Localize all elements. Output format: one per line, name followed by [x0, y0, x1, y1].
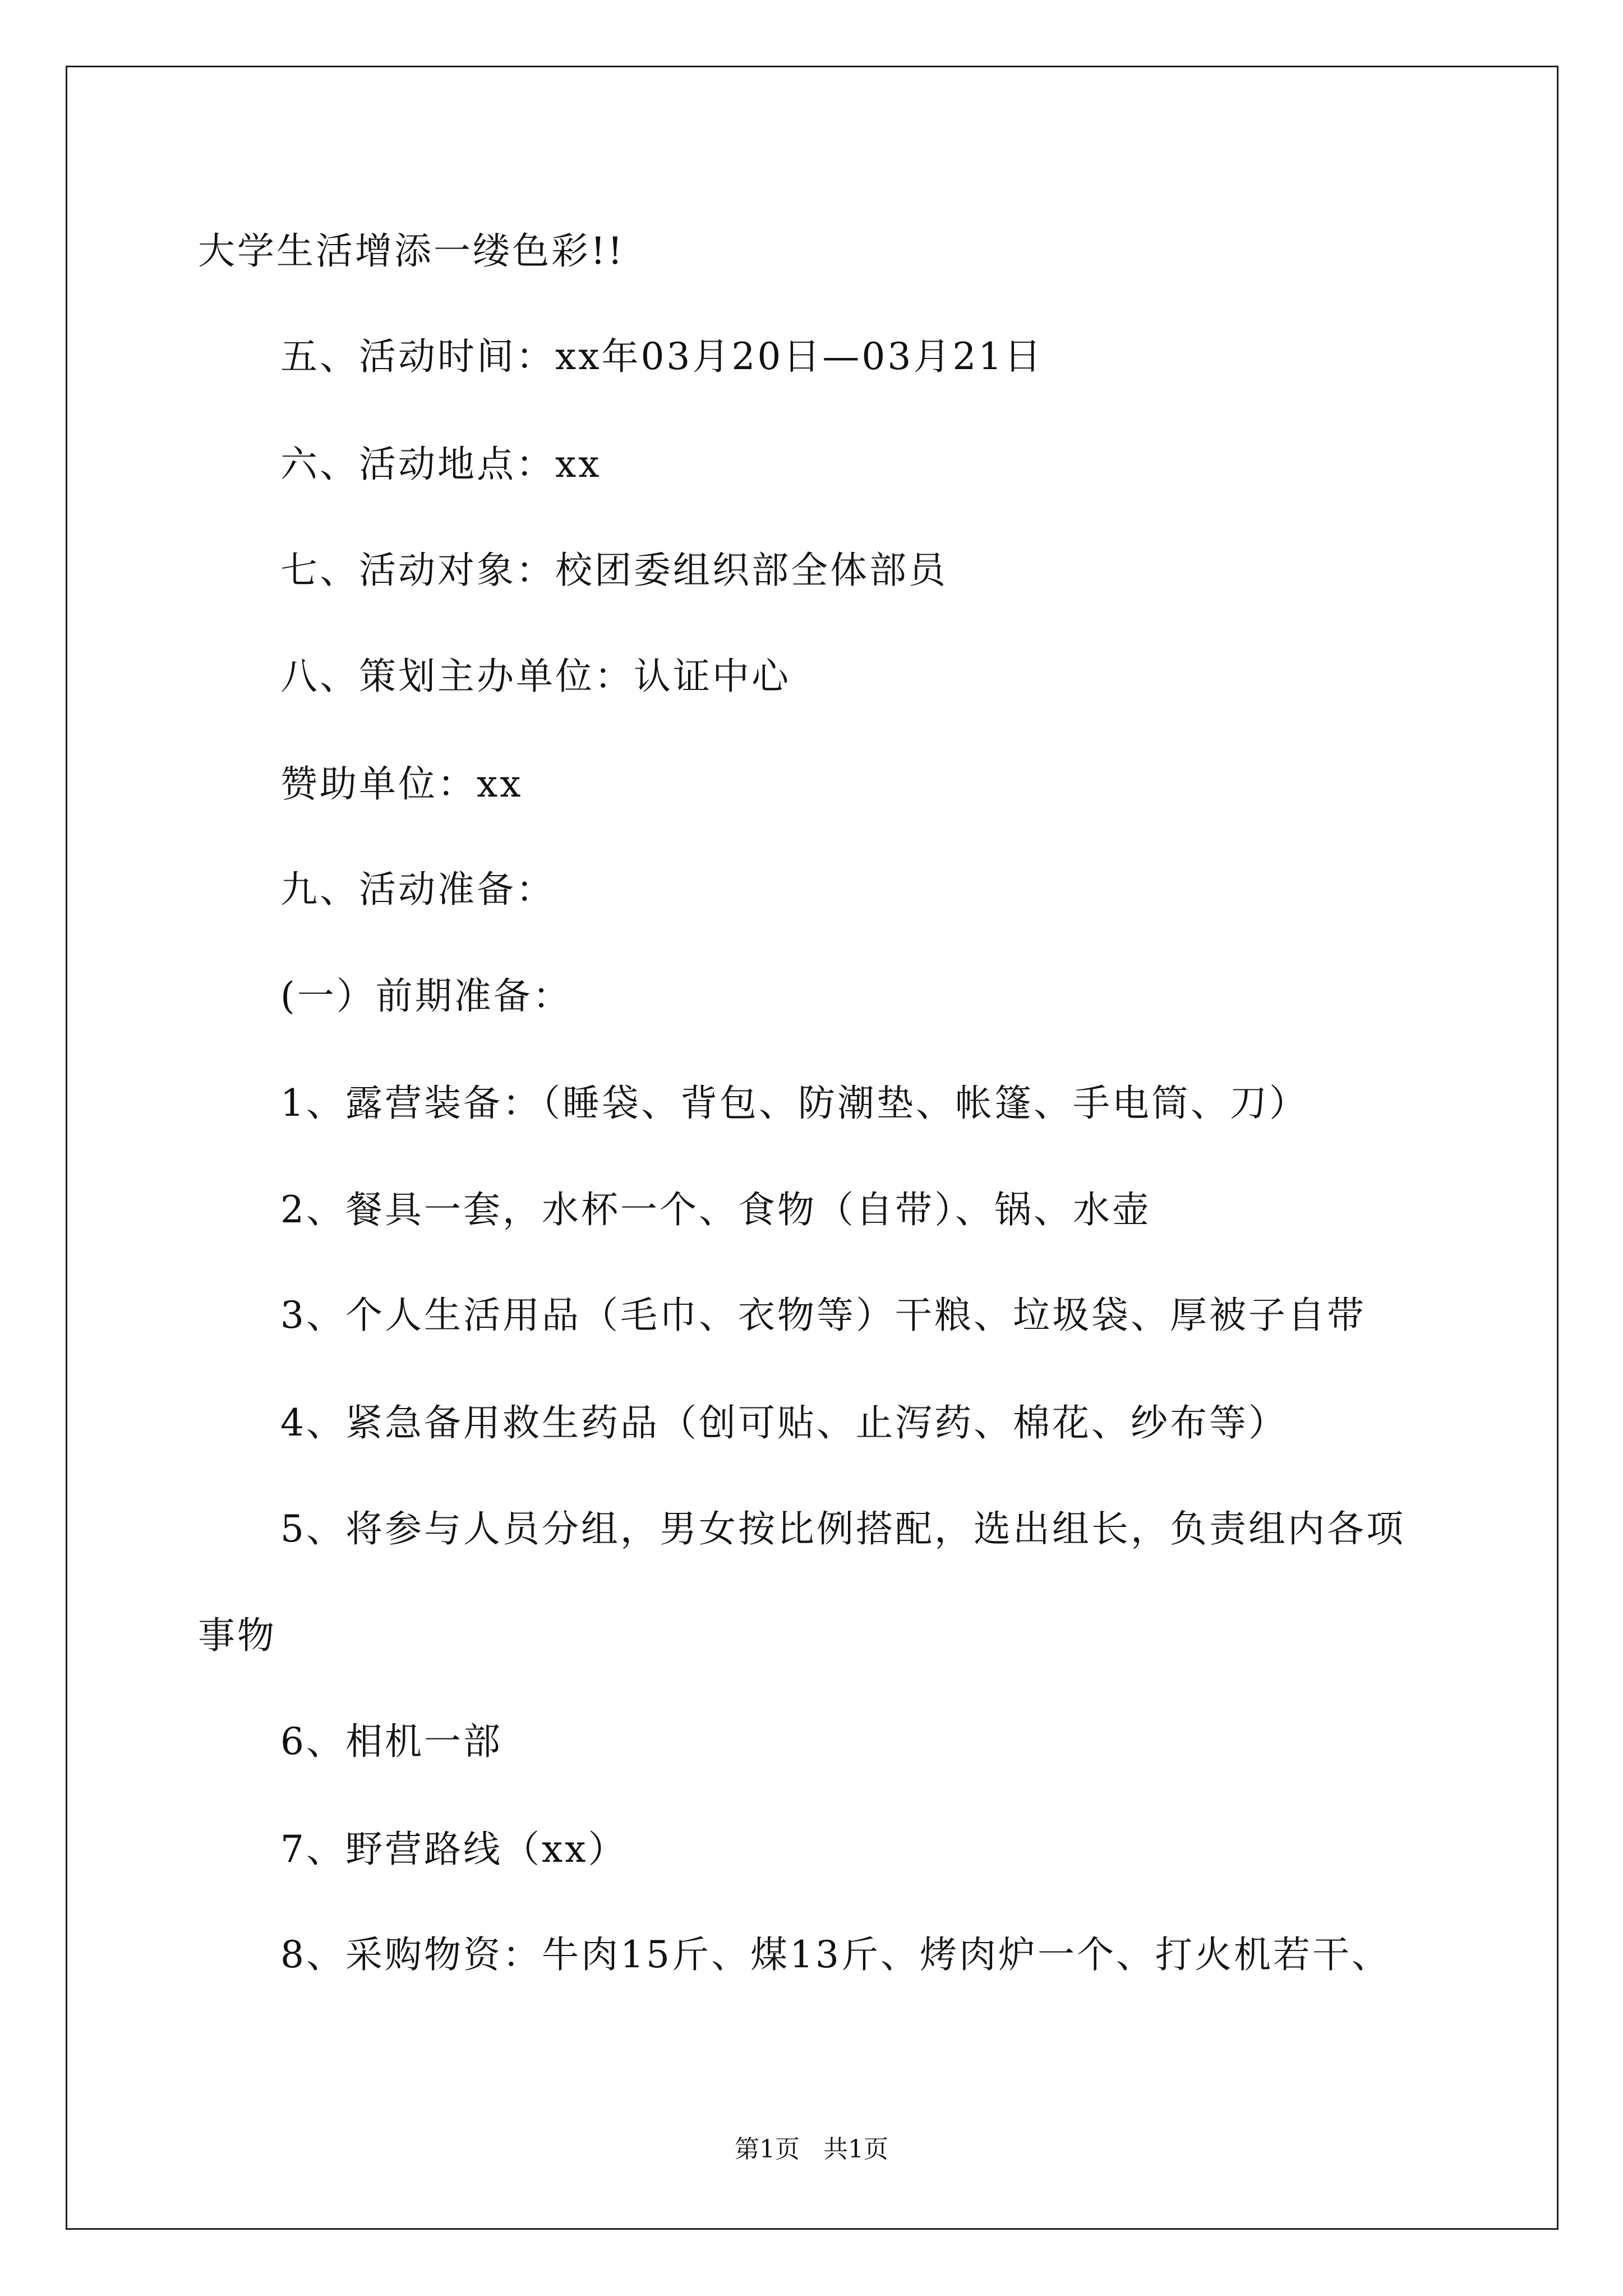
- body-line: 2、餐具一套，水杯一个、食物（自带）、锅、水壶: [280, 1188, 1151, 1231]
- body-line: 大学生活增添一缕色彩!!: [198, 229, 625, 273]
- body-line: 六、活动地点：xx: [280, 443, 602, 486]
- body-line: 五、活动时间：xx年03月20日—03月21日: [280, 335, 1044, 378]
- page-border: [66, 66, 1559, 2230]
- body-line: 事物: [198, 1614, 276, 1657]
- body-line: (一）前期准备：: [280, 974, 572, 1018]
- body-line: 1、露营装备：（睡袋、背包、防潮垫、帐篷、手电筒、刀）: [280, 1082, 1308, 1125]
- body-line: 3、个人生活用品（毛巾、衣物等）干粮、垃圾袋、厚被子自带: [280, 1294, 1366, 1337]
- page-footer: 第1页 共1页: [735, 2135, 888, 2164]
- body-line: 九、活动准备：: [280, 868, 555, 911]
- body-line: 6、相机一部: [280, 1720, 502, 1763]
- body-line: 八、策划主办单位：认证中心: [280, 655, 791, 698]
- body-line: 4、紧急备用救生药品（创可贴、止泻药、棉花、纱布等）: [280, 1401, 1288, 1444]
- body-line: 5、将参与人员分组，男女按比例搭配，选出组长，负责组内各项: [280, 1507, 1405, 1550]
- body-line: 8、采购物资：牛肉15斤、煤13斤、烤肉炉一个、打火机若干、: [280, 1933, 1391, 1976]
- body-line: 7、野营路线（xx）: [280, 1828, 628, 1871]
- body-line: 七、活动对象：校团委组织部全体部员: [280, 549, 948, 592]
- body-line: 赞助单位：xx: [280, 762, 523, 806]
